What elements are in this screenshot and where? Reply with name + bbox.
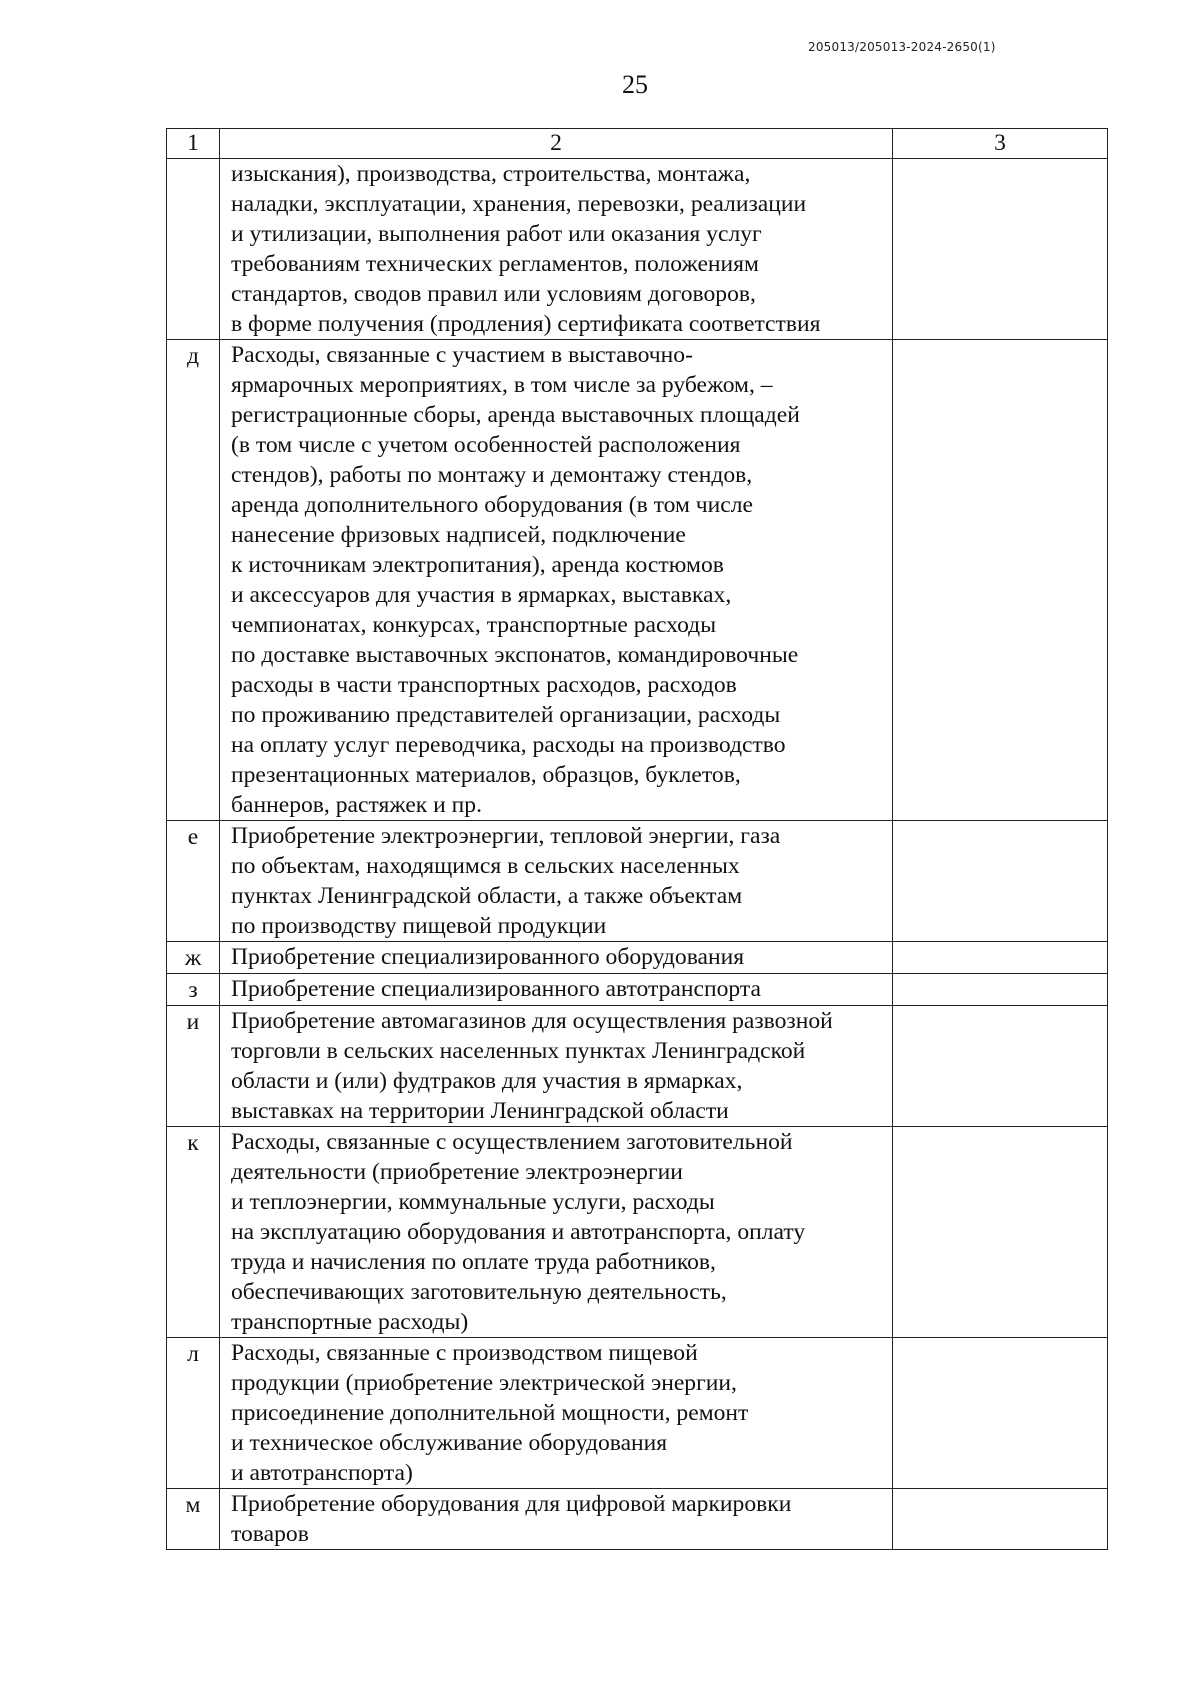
column-header-1: 1 [167,129,220,159]
row-value [893,340,1108,821]
column-header-3: 3 [893,129,1108,159]
row-letter: е [167,821,220,942]
table-row [167,1127,1108,1338]
row-description: Приобретение специализированного автотранспорта [220,974,893,1006]
column-header-2: 2 [220,129,893,159]
row-description: изыскания), производства, строительства, монтажа, наладки, эксплуатации, хранения, перевозки, реализации и утилизации, выполнения работ или оказания услуг требованиям технических регламентов, положениям стандартов, сводов правил или условиям договоров, в форме получения (продления) сертификата соответствия [220,159,893,340]
row-description: Приобретение электроэнергии, тепловой энергии, газа по объектам, находящимся в сельских населенных пунктах Ленинградской области, а также объектам по производству пищевой продукции [220,821,893,942]
row-letter: д [167,340,220,821]
row-letter: и [167,1006,220,1127]
table-row [167,1489,1108,1550]
row-description: Приобретение автомагазинов для осуществления развозной торговли в сельских населенных пунктах Ленинградской области и (или) фудтраков для участия в ярмарках, выставках на территории Ленинградской области [220,1006,893,1127]
row-value [893,1006,1108,1127]
row-value [893,1489,1108,1550]
table-row [167,159,1108,340]
expense-table [166,128,1108,1550]
row-value [893,974,1108,1006]
row-letter: м [167,1489,220,1550]
row-letter: з [167,974,220,1006]
row-letter: л [167,1338,220,1489]
table-row [167,942,1108,974]
row-description: Приобретение оборудования для цифровой маркировки товаров [220,1489,893,1550]
table-row [167,821,1108,942]
row-value [893,159,1108,340]
row-letter: к [167,1127,220,1338]
row-description: Расходы, связанные с участием в выставочно- ярмарочных мероприятиях, в том числе за рубежом, – регистрационные сборы, аренда выставочных площадей (в том числе с учетом особенностей расположения стендов), работы по монтажу и демонтажу стендов, аренда дополнительного оборудования (в том числе нанесение фризовых надписей, подключение к источникам электропитания), аренда костюмов и аксессуаров для участия в ярмарках, выставках, чемпионатах, конкурсах, транспортные расходы по доставке выставочных экспонатов, командировочные расходы в части транспортных расходов, расходов по проживанию представителей организации, расходы на оплату услуг переводчика, расходы на производство презентационных материалов, образцов, буклетов, баннеров, растяжек и пр. [220,340,893,821]
row-description: Расходы, связанные с производством пищевой продукции (приобретение электрической энергии, присоединение дополнительной мощности, ремонт и техническое обслуживание оборудования и автотранспорта) [220,1338,893,1489]
table-row [167,974,1108,1006]
row-value [893,1338,1108,1489]
table-header-row [167,129,1108,159]
page-number: 25 [622,70,648,99]
row-letter [167,159,220,340]
row-letter: ж [167,942,220,974]
row-description: Приобретение специализированного оборудования [220,942,893,974]
document-id: 205013/205013-2024-2650(1) [808,40,996,54]
table-row [167,1006,1108,1127]
row-value [893,942,1108,974]
row-value [893,821,1108,942]
row-value [893,1127,1108,1338]
row-description: Расходы, связанные с осуществлением заготовительной деятельности (приобретение электроэнергии и теплоэнергии, коммунальные услуги, расходы на эксплуатацию оборудования и автотранспорта, оплату труда и начисления по оплате труда работников, обеспечивающих заготовительную деятельность, транспортные расходы) [220,1127,893,1338]
table-row [167,1338,1108,1489]
table-row [167,340,1108,821]
